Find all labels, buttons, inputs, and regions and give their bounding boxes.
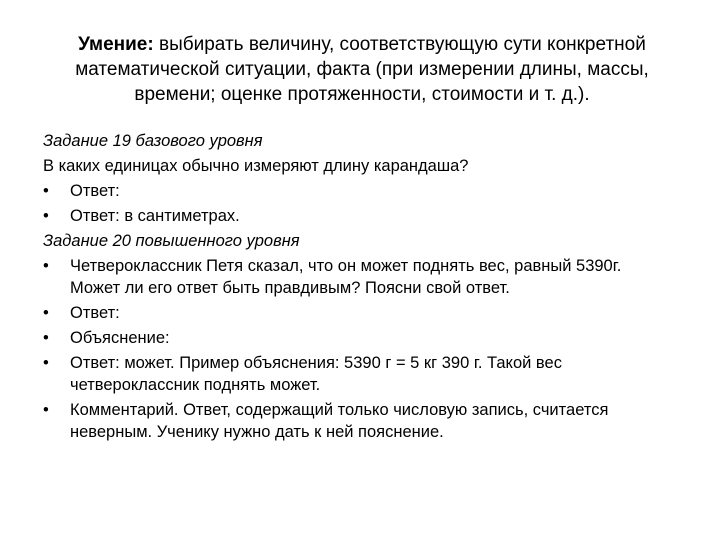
bullet-text-line-1: Четвероклассник Петя сказал, что он может поднять вес, равный 5390г.: [70, 257, 622, 275]
bullet-dot: •: [43, 354, 49, 372]
task-19-answer: [43, 205, 693, 227]
bullet-text-line-2: Может ли его ответ быть правдивым? Поясни свой ответ.: [70, 279, 510, 297]
bullet-dot: •: [43, 207, 49, 225]
bullet-text-line-1: Ответ:: [70, 304, 120, 322]
bullet-text-line-2: четвероклассник поднять может.: [70, 376, 321, 394]
task-20-comment: [43, 399, 693, 443]
task-20-title: Задание 20 повышенного уровня: [43, 232, 300, 250]
bullet-dot: •: [43, 329, 49, 347]
skill-text-3: времени; оценке протяженности, стоимости и т. д.).: [134, 84, 590, 105]
task-19-answer-blank: [43, 180, 693, 202]
skill-text-1: выбирать величину, соответствующую сути конкретной: [158, 34, 646, 55]
task-19-question: В каких единицах обычно измеряют длину карандаша?: [43, 157, 469, 175]
bullet-dot: •: [43, 257, 49, 275]
bullet-dot: •: [43, 304, 49, 322]
bullet-dot: •: [43, 401, 49, 419]
skill-label: Умение:: [78, 34, 154, 55]
task-body: [43, 130, 693, 446]
bullet-text-line-1: Комментарий. Ответ, содержащий только числовую запись, считается: [70, 401, 609, 419]
task-20-answer: [43, 352, 693, 396]
bullet-text-line-1: Ответ: может. Пример объяснения: 5390 г = 5 кг 390 г. Такой вес: [70, 354, 562, 372]
bullet-text: Ответ:: [70, 182, 120, 200]
skill-header: [52, 32, 672, 107]
bullet-text-line-1: Объяснение:: [70, 329, 170, 347]
skill-text-2: математической ситуации, факта (при измерении длины, массы,: [75, 59, 649, 80]
task-20-question: [43, 255, 693, 299]
bullet-text-line-2: неверным. Ученику нужно дать к ней пояснение.: [70, 423, 444, 441]
bullet-dot: •: [43, 182, 49, 200]
bullet-text: Ответ: в сантиметрах.: [70, 207, 240, 225]
task-19-title: Задание 19 базового уровня: [43, 132, 263, 150]
task-20-answer-blank: [43, 302, 693, 324]
skill-header-line-1: [52, 32, 672, 57]
task-20-explanation-blank: [43, 327, 693, 349]
